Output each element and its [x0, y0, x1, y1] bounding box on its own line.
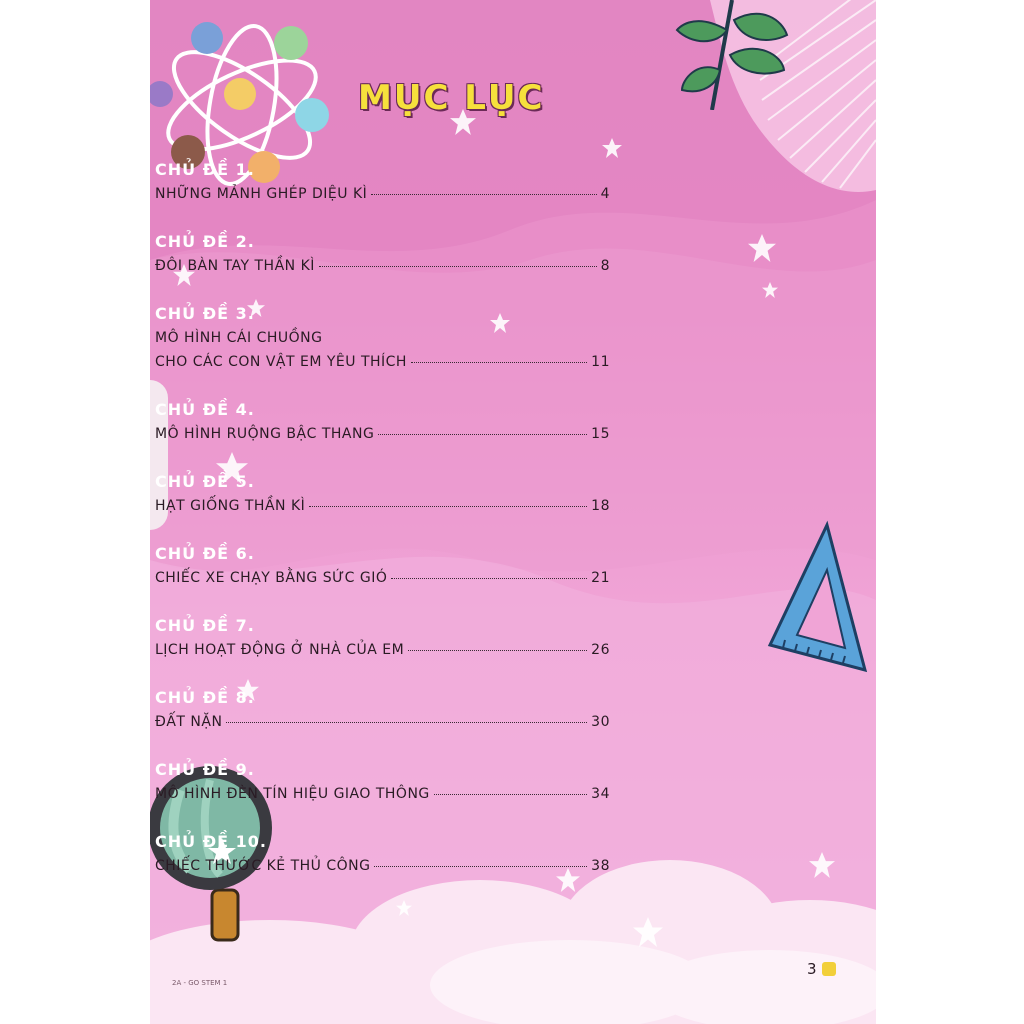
topic-name-line1: MÔ HÌNH CÁI CHUỒNG — [155, 330, 323, 346]
topic-name: HẠT GIỐNG THẦN KÌ — [155, 498, 306, 514]
topic-name: MÔ HÌNH RUỘNG BẬC THANG — [155, 426, 375, 442]
toc-line — [155, 498, 610, 514]
topic-name: CHIẾC THƯỚC KẺ THỦ CÔNG — [155, 858, 371, 874]
page-number: 3 — [807, 960, 817, 978]
page-ref: 4 — [600, 186, 610, 202]
topic-label: CHỦ ĐỀ 3. — [155, 304, 255, 323]
topic-name: NHỮNG MẢNH GHÉP DIỆU KÌ — [155, 186, 368, 202]
page-ref: 15 — [591, 426, 610, 442]
topic-label: CHỦ ĐỀ 10. — [155, 832, 267, 851]
topic-name: CHO CÁC CON VẬT EM YÊU THÍCH — [155, 354, 407, 370]
dot-leader — [411, 362, 587, 363]
topic-label: CHỦ ĐỀ 9. — [155, 760, 255, 779]
toc-entry-1 — [155, 160, 610, 232]
toc-entry-8 — [155, 688, 610, 760]
topic-name: ĐẤT NẶN — [155, 714, 223, 730]
toc-line — [155, 354, 610, 370]
dot-leader — [391, 578, 587, 579]
topic-label: CHỦ ĐỀ 2. — [155, 232, 255, 251]
topic-label: CHỦ ĐỀ 4. — [155, 400, 255, 419]
topic-label: CHỦ ĐỀ 1. — [155, 160, 255, 179]
table-of-contents — [155, 160, 610, 904]
toc-entry-5 — [155, 472, 610, 544]
page-ref: 30 — [591, 714, 610, 730]
toc-entry-7 — [155, 616, 610, 688]
dot-leader — [371, 194, 596, 195]
footer-code: 2A - GO STEM 1 — [172, 979, 228, 987]
toc-line — [155, 186, 610, 202]
topic-label: CHỦ ĐỀ 8. — [155, 688, 255, 707]
dot-leader — [408, 650, 587, 651]
page-number-badge — [822, 962, 836, 976]
topic-label: CHỦ ĐỀ 5. — [155, 472, 255, 491]
topic-name: ĐÔI BÀN TAY THẦN KÌ — [155, 258, 315, 274]
dot-leader — [434, 794, 587, 795]
dot-leader — [374, 866, 587, 867]
toc-line — [155, 786, 610, 802]
dot-leader — [319, 266, 597, 267]
toc-entry-2 — [155, 232, 610, 304]
page-ref: 34 — [591, 786, 610, 802]
dot-leader — [378, 434, 587, 435]
toc-line — [155, 570, 610, 586]
page-ref: 11 — [591, 354, 610, 370]
page-ref: 18 — [591, 498, 610, 514]
toc-line — [155, 426, 610, 442]
page-ref: 8 — [600, 258, 610, 274]
dot-leader — [309, 506, 587, 507]
toc-entry-10 — [155, 832, 610, 904]
page-ref: 38 — [591, 858, 610, 874]
topic-label: CHỦ ĐỀ 6. — [155, 544, 255, 563]
topic-name: LỊCH HOẠT ĐỘNG Ở NHÀ CỦA EM — [155, 642, 405, 658]
toc-line — [155, 258, 610, 274]
page-ref: 21 — [591, 570, 610, 586]
toc-line — [155, 714, 610, 730]
dot-leader — [226, 722, 587, 723]
topic-label: CHỦ ĐỀ 7. — [155, 616, 255, 635]
toc-entry-3 — [155, 304, 610, 400]
topic-name: CHIẾC XE CHẠY BẰNG SỨC GIÓ — [155, 570, 388, 586]
toc-entry-4 — [155, 400, 610, 472]
page-ref: 26 — [591, 642, 610, 658]
page-title: MỤC LỤC — [358, 78, 545, 118]
toc-line — [155, 858, 610, 874]
toc-entry-6 — [155, 544, 610, 616]
toc-line — [155, 642, 610, 658]
toc-entry-9 — [155, 760, 610, 832]
topic-name: MÔ HÌNH ĐÈN TÍN HIỆU GIAO THÔNG — [155, 786, 430, 802]
